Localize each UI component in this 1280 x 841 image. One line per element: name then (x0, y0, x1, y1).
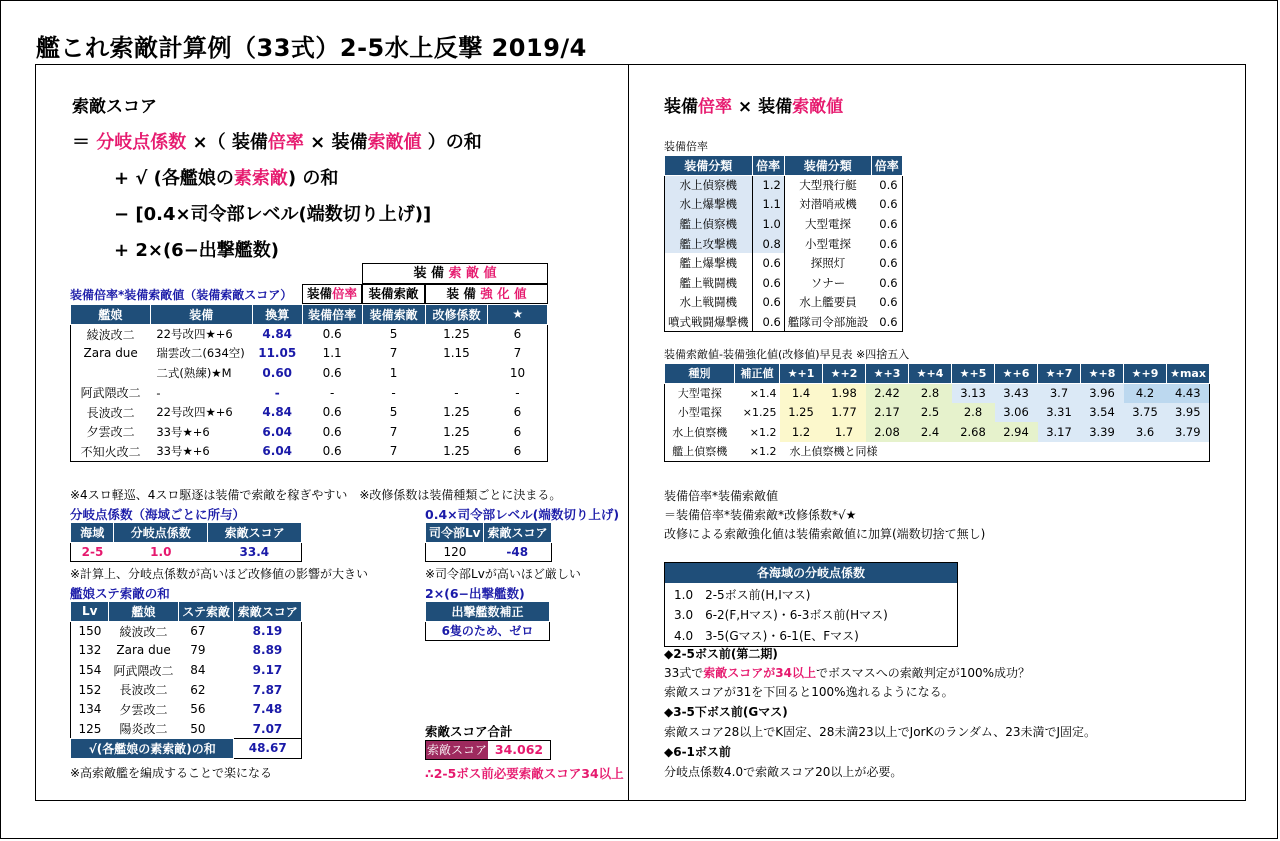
bairitsu-row (665, 234, 903, 254)
col-header: 司令部Lv (426, 523, 484, 543)
col-header: ★+8 (1081, 364, 1124, 384)
cell: 1.2 (780, 422, 823, 442)
cell: 大型飛行艇 (799, 178, 857, 193)
cell: 0.6 (879, 256, 898, 271)
cell: 2.4 (909, 422, 952, 442)
bairitsu-row (665, 175, 903, 195)
bullet-1-title: ◆2-5ボス前(第二期) (664, 647, 778, 661)
cell: 長波改二 (119, 683, 168, 698)
bullet-1-line-1 (664, 664, 1030, 681)
cell: 6 (513, 327, 522, 342)
col-header: 出撃艦数補正 (426, 602, 550, 622)
cell: 134 (78, 702, 102, 717)
cell: - (156, 385, 161, 400)
kaiiki-row: 1.0 2-5ボス前(H,Iマス) (674, 588, 811, 602)
cell: 大型電探 (805, 217, 852, 232)
formula-eq: ＝ (72, 132, 97, 153)
cell: 3.43 (995, 383, 1038, 403)
cell: 7.87 (252, 682, 283, 697)
bairitsu-row (665, 312, 903, 332)
cell: 11.05 (258, 346, 297, 361)
cell: 33号★+6 (156, 424, 210, 439)
header-highlight: 索 敵 値 (448, 266, 497, 281)
cell: - (329, 385, 335, 400)
col-header: 分岐点係数 (114, 523, 208, 543)
cell: 0.6 (879, 314, 898, 329)
cell: 7.48 (252, 702, 283, 717)
cell: 0.8 (752, 234, 784, 254)
cell: 水上艦要員 (799, 295, 857, 310)
cell: 0.6 (879, 197, 898, 212)
kaiiki-row: 4.0 3-5(Gマス)・6-1(E、Fマス) (674, 629, 859, 643)
cell: 長波改二 (86, 405, 135, 420)
cell: 1.25 (443, 327, 470, 342)
heading-highlight: 倍率 (698, 97, 732, 117)
cell: - (454, 385, 459, 400)
equip-row (71, 363, 548, 383)
cell: 1.1 (322, 346, 342, 361)
cell: 5 (389, 327, 398, 342)
cell: 120 (443, 544, 467, 559)
total-title: 索敵スコア合計 (425, 724, 513, 739)
bullet-2-title: ◆3-5下ボス前(Gマス) (664, 705, 788, 719)
cell: 1.1 (752, 195, 784, 215)
sum-label: √(各艦娘の素索敵)の和 (71, 739, 234, 759)
formula-part: ) の和 (287, 168, 339, 189)
cell: 0.6 (879, 236, 898, 251)
cell: 22号改四★+6 (156, 327, 233, 342)
cell: 3.6 (1124, 422, 1167, 442)
equip-caption: 装備倍率*装備索敵値（装備索敵スコア） (70, 288, 293, 302)
cell: 3.79 (1167, 422, 1210, 442)
kanmusu-row (71, 699, 302, 719)
col-header: 海域 (71, 523, 114, 543)
cell: 6 (513, 444, 522, 459)
total-value: 34.062 (494, 742, 544, 757)
kanmusu-row (71, 660, 302, 680)
cell: 3.39 (1081, 422, 1124, 442)
cell: 0.6 (752, 253, 784, 273)
expl-line-2: ＝装備倍率*装備索敵*改修係数*√★ (664, 508, 857, 522)
equip-kyouka-header (425, 284, 548, 304)
equip-row (71, 383, 548, 403)
cell: 水上偵察機と同様 (789, 445, 878, 459)
heading-highlight: 索敵値 (792, 97, 844, 117)
cell: 綾波改二 (86, 327, 135, 342)
cell: 0.6 (879, 178, 898, 193)
cell: ×1.2 (749, 444, 777, 458)
expl-line-1: 装備倍率*装備索敵値 (664, 489, 779, 503)
total-conclusion: ∴2-5ボス前必要索敵スコア34以上 (425, 766, 624, 781)
hq-table (425, 522, 552, 562)
cell: 水上戦闘機 (665, 293, 753, 313)
formula-sakuteki: 索敵値 (367, 132, 422, 153)
cell: 2-5 (81, 544, 104, 559)
heading-part: × 装備 (732, 97, 793, 117)
cell: 2.17 (866, 403, 909, 423)
heading-part: 装備 (664, 97, 698, 117)
bairitsu-table (664, 155, 903, 332)
col-header: 装備分類 (784, 156, 871, 176)
cell: 0.60 (262, 366, 293, 381)
cell: 152 (78, 682, 102, 697)
cell: - (274, 385, 280, 400)
header-highlight: 倍率 (332, 286, 358, 301)
cell: 10 (509, 366, 526, 381)
cell: 1.15 (443, 346, 470, 361)
cell: - (391, 385, 396, 400)
bairitsu-row (665, 293, 903, 313)
formula-line-4: + 2×(6−出撃艦数) (114, 240, 280, 261)
right-heading (664, 92, 843, 117)
header-part: 装備 (306, 286, 332, 301)
header-highlight: 強 化 値 (480, 286, 527, 301)
col-header: ★+9 (1124, 364, 1167, 384)
bullet-3-line-1: 分岐点係数4.0で索敵スコア20以上が必要。 (664, 765, 903, 779)
cell: 0.6 (752, 273, 784, 293)
cell: Zara due (83, 346, 138, 361)
hq-note: ※司令部Lvが高いほど厳しい (425, 567, 581, 581)
col-header: 索敵スコア (208, 523, 302, 543)
equip-sakuteki-header (362, 263, 548, 284)
bullet-2-line-1: 索敵スコア28以上でK固定、28未満23以上でJorKのランダム、23未満でJ固定。 (664, 725, 1097, 739)
column-divider (628, 64, 629, 801)
formula-heading: 索敵スコア (72, 97, 157, 117)
cell: 7 (389, 424, 398, 439)
cell: 0.6 (322, 405, 342, 420)
cell: 56 (190, 702, 206, 717)
formula-line-1 (72, 128, 482, 154)
col-header: ★+1 (780, 364, 823, 384)
cell: 8.89 (252, 643, 283, 658)
page-title: 艦これ索敵計算例（33式）2-5水上反撃 2019/4 (36, 34, 587, 62)
cell: 阿武隈改二 (113, 663, 174, 678)
cell: ソナー (810, 275, 846, 290)
cell: 1.25 (443, 424, 470, 439)
cell: 5 (389, 405, 398, 420)
cell: 7 (389, 444, 398, 459)
bairitsu-row (665, 214, 903, 234)
kanmusu-row (71, 641, 302, 661)
text-part: 33式で (664, 666, 704, 680)
cell: 1 (389, 366, 398, 381)
text-highlight: 索敵スコアが34以上 (703, 666, 816, 680)
cell: 154 (78, 663, 102, 678)
cell: 不知火改二 (80, 444, 141, 459)
cell: 小型電探 (677, 406, 722, 420)
cell: 7.07 (252, 721, 283, 736)
col-header: ★+3 (866, 364, 909, 384)
cell: 1.25 (443, 444, 470, 459)
cell: - (515, 385, 520, 400)
kanmusu-title: 艦娘ステ索敵の和 (70, 586, 170, 601)
col-header: 装備倍率 (302, 305, 362, 325)
cell: 0.6 (879, 295, 898, 310)
col-header: 装備索敵 (362, 305, 425, 325)
cell: 1.4 (780, 383, 823, 403)
cell: 22号改四★+6 (156, 405, 233, 420)
col-header: 種別 (665, 364, 735, 384)
cell: 1.2 (752, 175, 784, 195)
cell: 3.13 (952, 383, 995, 403)
cell: 2.08 (866, 422, 909, 442)
ships-table (425, 601, 550, 641)
cell: 3.7 (1038, 383, 1081, 403)
bairitsu-row (665, 253, 903, 273)
cell: 3.31 (1038, 403, 1081, 423)
expl-line-3: 改修による索敵強化値は装備索敵値に加算(端数切捨て無し) (664, 527, 986, 541)
kaiiki-table (664, 562, 958, 647)
cell: 0.6 (879, 217, 898, 232)
cell: 1.0 (150, 544, 172, 559)
cell: 1.77 (823, 403, 866, 423)
cell: -48 (506, 544, 529, 559)
bairitsu-row (665, 195, 903, 215)
bullet-1-line-2: 索敵スコアが31を下回ると100%逸れるようになる。 (664, 685, 954, 699)
table-row (426, 621, 550, 641)
cell: 3.96 (1081, 383, 1124, 403)
cell: 4.84 (262, 327, 293, 342)
cell: 3.17 (1038, 422, 1081, 442)
cell: 79 (190, 643, 206, 658)
cell: 4.43 (1167, 383, 1210, 403)
table-row (665, 442, 1210, 462)
formula-line-3: − [0.4×司令部レベル(端数切り上げ)] (114, 204, 432, 225)
col-header: Lv (71, 602, 109, 622)
cell: 6.04 (262, 444, 293, 459)
formula-part: ）の和 (421, 132, 482, 153)
col-header: ステ索敵 (178, 602, 234, 622)
cell: 9.17 (252, 663, 283, 678)
cell: 6 (513, 424, 522, 439)
cell: 艦上偵察機 (665, 214, 753, 234)
equip-note: ※4スロ軽巡、4スロ駆逐は装備で索敵を稼ぎやすい ※改修係数は装備種類ごとに決まる。 (70, 488, 562, 502)
cell: 3.75 (1124, 403, 1167, 423)
col-header: 装備分類 (665, 156, 753, 176)
cell: Zara due (116, 643, 171, 658)
equip-row (71, 422, 548, 442)
equip-row (71, 324, 548, 344)
cell: 陽炎改二 (119, 722, 168, 737)
cell: 2.5 (909, 403, 952, 423)
bunki-title: 分岐点係数（海域ごとに所与） (70, 507, 246, 522)
cell: 8.19 (252, 624, 283, 639)
cell: 綾波改二 (119, 624, 168, 639)
cell: ×1.4 (749, 386, 777, 400)
cell: 67 (190, 624, 206, 639)
kaishu-caption: 装備索敵値-装備強化値(改修値)早見表 ※四捨五入 (664, 348, 910, 361)
cell: 艦上偵察機 (672, 445, 728, 459)
kanmusu-table (70, 601, 302, 759)
col-header: 改修係数 (425, 305, 488, 325)
col-header: ★+2 (823, 364, 866, 384)
cell: ×1.2 (749, 425, 777, 439)
formula-motosakuteki: 素索敵 (233, 168, 288, 189)
cell: 1.98 (823, 383, 866, 403)
cell: 水上爆撃機 (665, 195, 753, 215)
cell: 探照灯 (810, 256, 846, 271)
formula-part: × 装備 (303, 132, 368, 153)
cell: 125 (78, 721, 102, 736)
equip-row (71, 344, 548, 364)
col-header: ★+5 (952, 364, 995, 384)
cell: 3.95 (1167, 403, 1210, 423)
cell: 3.06 (995, 403, 1038, 423)
col-header: 艦娘 (71, 305, 151, 325)
kaiiki-row: 3.0 6-2(F,Hマス)・6-3ボス前(Hマス) (674, 608, 888, 622)
cell: 0.6 (322, 424, 342, 439)
cell: 4.2 (1124, 383, 1167, 403)
cell: 6隻のため、ゼロ (441, 624, 534, 639)
table-row (426, 542, 552, 562)
cell: 1.25 (443, 405, 470, 420)
cell: 1.7 (823, 422, 866, 442)
kaiiki-title: 各海域の分岐点係数 (665, 563, 957, 583)
cell: 二式(熟練)★M (156, 366, 232, 381)
col-header: 装備 (150, 305, 252, 325)
cell: 艦上戦闘機 (665, 273, 753, 293)
cell: 1.0 (752, 214, 784, 234)
col-header: 索敵スコア (484, 523, 551, 543)
cell (71, 363, 151, 383)
cell: 対潜哨戒機 (799, 197, 857, 212)
kaishu-row (665, 422, 1210, 442)
cell: 150 (78, 624, 102, 639)
col-header: 換算 (252, 305, 302, 325)
formula-part: + √ (各艦娘の (114, 168, 234, 189)
equip-table (70, 304, 548, 462)
cell: 0.6 (752, 312, 784, 332)
cell: 水上偵察機 (665, 175, 753, 195)
cell: 艦隊司令部施設 (787, 314, 869, 329)
text-part: でボスマスへの索敵判定が100%成功？ (815, 666, 1031, 680)
col-header: ★+6 (995, 364, 1038, 384)
kanmusu-row (71, 719, 302, 739)
cell: 50 (190, 721, 206, 736)
cell: 艦上爆撃機 (665, 253, 753, 273)
formula-bairitsu: 倍率 (267, 132, 304, 153)
kanmusu-row (71, 621, 302, 641)
cell: 0.6 (322, 444, 342, 459)
formula-bunki: 分岐点係数 (96, 132, 187, 153)
hq-title: 0.4×司令部レベル(端数切り上げ) (425, 507, 620, 522)
cell: 2.68 (952, 422, 995, 442)
cell: 7 (513, 346, 522, 361)
cell: 2.8 (952, 403, 995, 423)
cell: 6 (513, 405, 522, 420)
equip-row (71, 402, 548, 422)
cell: 0.6 (322, 366, 342, 381)
cell: 84 (190, 663, 206, 678)
cell: 0.6 (322, 327, 342, 342)
equip-row (71, 442, 548, 462)
col-header: 索敵スコア (234, 602, 302, 622)
cell: ×1.25 (742, 405, 777, 419)
col-header: ★+7 (1038, 364, 1081, 384)
cell: 6.04 (262, 424, 293, 439)
cell: 水上偵察機 (672, 426, 728, 440)
col-header: 倍率 (871, 156, 902, 176)
total-box (425, 740, 551, 760)
equip-bairitsu-header (302, 284, 362, 304)
cell: 夕雲改二 (86, 425, 135, 440)
bullet-3-title: ◆6-1ボス前 (664, 745, 731, 759)
cell: 2.8 (909, 383, 952, 403)
cell: 33.4 (239, 544, 270, 559)
total-label: 索敵スコア (426, 743, 487, 757)
cell: 夕雲改二 (119, 702, 168, 717)
sum-value: 48.67 (234, 739, 302, 759)
formula-line-2 (114, 164, 338, 190)
cell: 132 (78, 643, 102, 658)
kaishu-header (665, 364, 1210, 384)
equip-sosaku-header: 装備索敵 (362, 284, 425, 304)
cell: 2.42 (866, 383, 909, 403)
formula-part: ×（ 装備 (186, 132, 268, 153)
bairitsu-caption: 装備倍率 (664, 140, 708, 153)
cell: 小型電探 (805, 236, 852, 251)
cell: 4.84 (262, 405, 293, 420)
equip-table-header (71, 305, 548, 325)
header-part: 装 備 (413, 266, 449, 281)
bunki-note: ※計算上、分岐点係数が高いほど改修値の影響が大きい (70, 567, 369, 581)
cell: 瑞雲改二(634空) (156, 346, 245, 361)
cell: 阿武隈改二 (80, 386, 141, 401)
cell: 艦上攻撃機 (665, 234, 753, 254)
cell: 1.25 (780, 403, 823, 423)
cell: 0.6 (752, 293, 784, 313)
header-part: 装 備 (446, 286, 481, 301)
kanmusu-note: ※高索敵艦を編成することで楽になる (70, 766, 273, 780)
kanmusu-sum-row (71, 739, 302, 759)
table-row (71, 542, 302, 562)
kaishu-row (665, 383, 1210, 403)
cell (425, 363, 488, 383)
cell: 噴式戦闘爆撃機 (665, 312, 753, 332)
bunki-table (70, 522, 302, 562)
col-header: 艦娘 (109, 602, 178, 622)
ships-title: 2×(6−出撃艦数) (425, 586, 525, 601)
col-header: ★+4 (909, 364, 952, 384)
bairitsu-row (665, 273, 903, 293)
cell: 2.94 (995, 422, 1038, 442)
col-header: 補正値 (735, 364, 780, 384)
cell: 7 (389, 346, 398, 361)
cell: 0.6 (879, 275, 898, 290)
kaishu-row (665, 403, 1210, 423)
cell: 62 (190, 682, 206, 697)
col-header: ★max (1167, 364, 1210, 384)
col-header: ★ (488, 305, 548, 325)
kanmusu-row (71, 680, 302, 700)
cell: 3.54 (1081, 403, 1124, 423)
col-header: 倍率 (752, 156, 784, 176)
kaishu-table (664, 363, 1210, 462)
cell: 大型電探 (677, 387, 722, 401)
cell: 33号★+6 (156, 444, 210, 459)
